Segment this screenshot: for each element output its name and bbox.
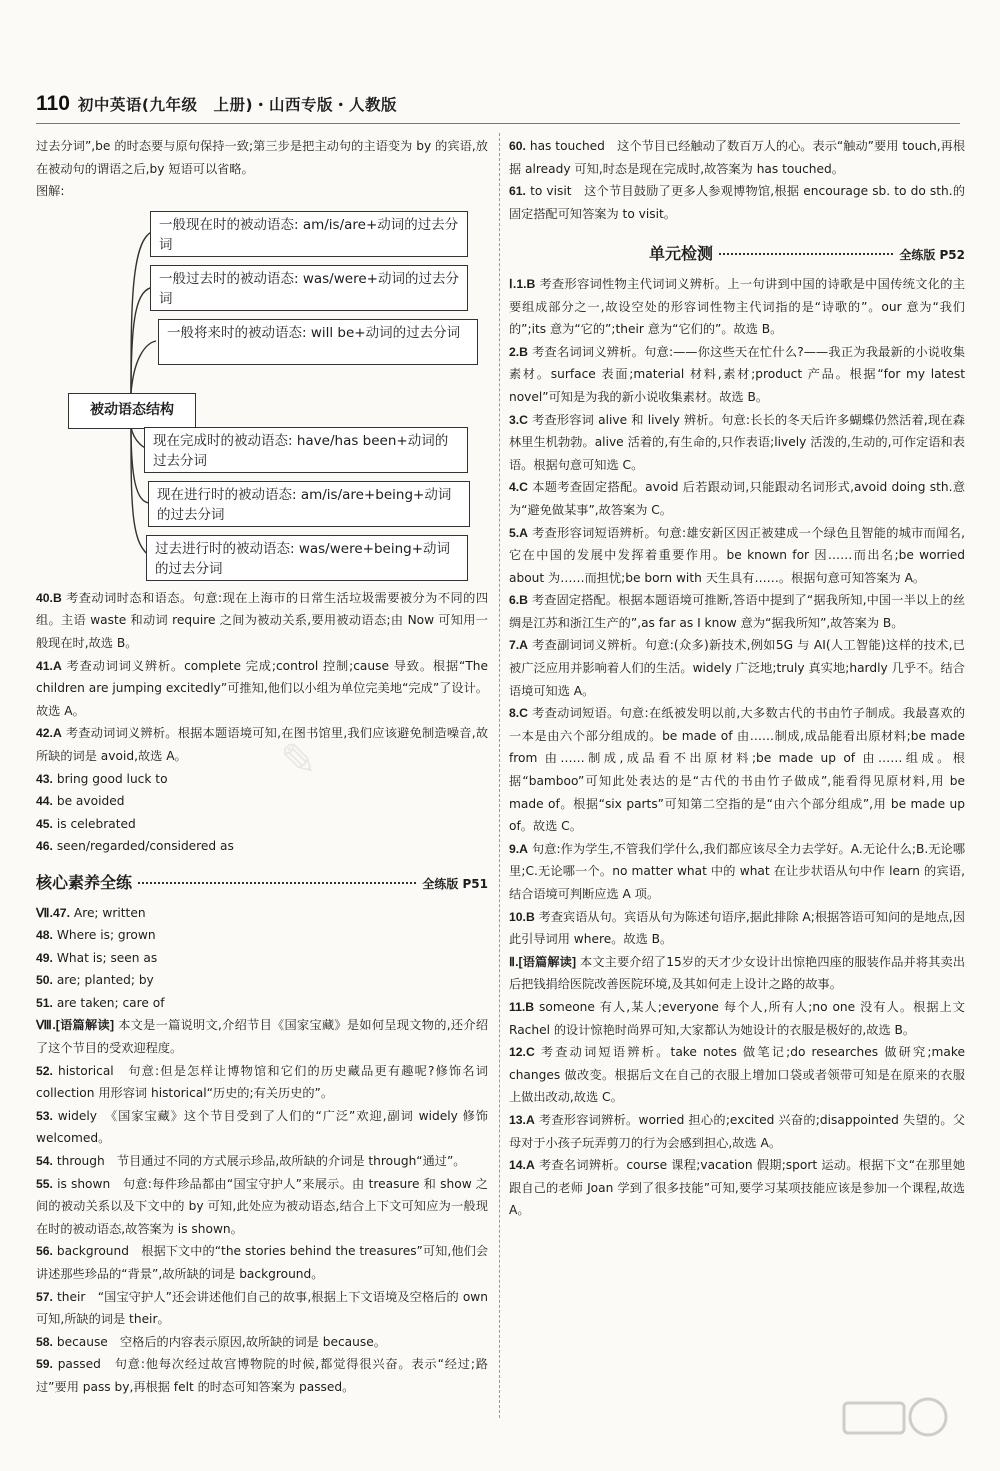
answer-item <box>509 951 965 996</box>
answer-number: 10.B <box>509 909 535 924</box>
section-ref: 全练版 P52 <box>899 248 965 263</box>
answer-text: 考查形容词辨析。worried 担心的;excited 兴奋的;disappointed 失望的。父母对于小孩子玩弄剪刀的行为会感到担心,故选 A。 <box>509 1112 966 1150</box>
answer-number: Ⅷ.[语篇解读] <box>36 1018 115 1033</box>
answer-item <box>36 1060 488 1105</box>
answer-item <box>509 476 965 521</box>
answer-item <box>36 947 488 970</box>
section-dots <box>719 253 893 255</box>
answer-number: 49. <box>36 950 53 965</box>
answer-number: 60. <box>509 139 526 153</box>
section-title: 单元检测 <box>649 244 714 264</box>
answer-number: 53. <box>36 1108 53 1123</box>
answer-number: 8.C <box>509 706 528 721</box>
answer-text: background 根据下文中的“the stories behind the treasures”可知,他们会讲述那些珍品的“背景”,故所缺的词是 background。 <box>36 1244 489 1281</box>
answer-text: 考查动词短语辨析。take notes 做笔记;do researches 做研究;make changes 做改变。根据后文在自己的衣服上增加口袋或者领带可知是在原来的衣服上做出改动,故选 C。 <box>509 1045 965 1105</box>
left-column <box>36 135 488 1399</box>
answer-text: is shown 句意:每件珍品都由“国宝守护人”来展示。由 treasure 和 show 之间的被动关系以及下文中的 by 可知,此处应为被动语态,结合上下文可知应为一般现在时的被动语态,故答案为 is shown。 <box>36 1176 488 1236</box>
answer-number: 4.C <box>509 480 528 495</box>
answer-text: 考查动词词义辨析。根据本题语境可知,在图书馆里,我们应该避免制造噪音,故所缺的词是 avoid,故选 A。 <box>36 726 489 763</box>
answer-item <box>36 1353 488 1398</box>
answer-item <box>509 135 965 180</box>
answer-item <box>509 906 965 951</box>
answer-item <box>36 969 488 992</box>
answer-number: 50. <box>36 973 53 988</box>
answer-number: 3.C <box>509 412 528 427</box>
answer-text: are taken; care of <box>56 995 165 1010</box>
answer-text: through 节目通过不同的方式展示珍品,故所缺的介词是 through“通过”。 <box>56 1154 466 1169</box>
section-heading-core <box>36 872 488 896</box>
answer-number: 7.A <box>509 638 528 653</box>
answer-text: 考查名词词义辨析。句意:——你这些天在忙什么?——我正为我最新的小说收集素材。surface 表面;material 材料,素材;product 产品。根据“for my latest novel”可知是为我的新小说收集素材。故选 B。 <box>509 344 966 404</box>
answer-number: 54. <box>36 1154 53 1169</box>
diagram-label: 图解: <box>36 184 65 199</box>
answer-text: is celebrated <box>56 816 136 831</box>
answer-number: 59. <box>36 1357 53 1372</box>
answer-text: 考查动词词义辨析。complete 完成;control 控制;cause 导致。根据“The children are jumping excitedly”可推知,他们以小组为单位完美地“完成”了设计。故选 A。 <box>36 658 488 718</box>
diagram-root: 被动语态结构 <box>68 393 196 429</box>
right-answer-list-a <box>509 135 965 225</box>
answer-item <box>509 996 965 1041</box>
section-title: 核心素养全练 <box>36 872 133 892</box>
answer-text: are; planted; by <box>56 973 154 988</box>
answer-text: 考查名词辨析。course 课程;vacation 假期;sport 运动。根据下文“在那里她跟自己的老师 Joan 学到了很多技能”可知,要学习某项技能应该是参加一个课程,故选 A。 <box>509 1158 966 1218</box>
answer-item <box>36 790 488 813</box>
answer-text: 本题考查固定搭配。avoid 后若跟动词,只能跟动名词形式,avoid doing sth.意为“避免做某事”,故答案为 C。 <box>509 480 966 517</box>
section-dots <box>138 882 416 884</box>
answer-number: 9.A <box>509 841 528 856</box>
answer-item <box>36 1173 488 1241</box>
page-header <box>36 92 397 122</box>
answer-number: 45. <box>36 816 53 831</box>
intro-paragraph: 过去分词”,be 的时态要与原句保持一致;第三步是把主动句的主语变为 by 的宾语,放在被动句的谓语之后,by 短语可以省略。 <box>36 139 488 176</box>
corner-stamp-logo <box>838 1395 958 1449</box>
right-answer-list-b <box>509 273 965 1222</box>
answer-text: seen/regarded/considered as <box>56 839 234 854</box>
answer-number: 2.B <box>509 344 528 359</box>
branch-past-continuous: 过去进行时的被动语态: was/were+being+动词的过去分词 <box>146 535 468 581</box>
column-divider <box>499 133 500 1418</box>
answer-text: 本文是一篇说明文,介绍节目《国家宝藏》是如何呈现文物的,还介绍了这个节目的受欢迎程度。 <box>36 1018 489 1056</box>
answer-item <box>36 1105 488 1150</box>
answer-text: someone 有人,某人;everyone 每个人,所有人;no one 没有人。根据上文 Rachel 的设计惊艳时尚界可知,大家都认为她设计的衣服是极好的,故选 B。 <box>509 999 965 1037</box>
answer-number: 13.A <box>509 1112 535 1127</box>
answer-item <box>36 768 488 791</box>
passive-voice-diagram <box>36 207 488 577</box>
answer-item <box>36 655 488 723</box>
answer-text: has touched 这个节目已经触动了数百万人的心。表示“触动”要用 touch,再根据 already 可知,时态是现在完成时,故答案为 has touched。 <box>509 139 966 176</box>
answer-text: 考查动词时态和语态。句意:现在上海市的日常生活垃圾需要被分为不同的四组。主语 waste 和动词 require 之间为被动关系,要用被动语态;由 Now 可知用一般现在时,故选 B。 <box>36 590 489 650</box>
answer-text: be avoided <box>56 794 125 809</box>
answer-number: Ⅱ.[语篇解读] <box>509 954 577 969</box>
answer-item <box>509 522 965 590</box>
answer-item <box>36 1331 488 1354</box>
answer-item <box>36 924 488 947</box>
answer-number: 11.B <box>509 999 535 1014</box>
answer-item <box>36 722 488 767</box>
answer-item <box>36 587 488 655</box>
page-number: 110 <box>36 92 70 115</box>
branch-simple-past: 一般过去时的被动语态: was/were+动词的过去分词 <box>150 265 468 311</box>
answer-text: bring good luck to <box>56 771 168 786</box>
answer-text: 句意:作为学生,不管我们学什么,我们都应该尽全力去学好。A.无论什么;B.无论哪里;C.无论哪一个。no matter what 中的 what 在让步状语从句中作 learn 的宾语,结合语境可判断应选 A 项。 <box>509 841 966 901</box>
left-answer-list-a <box>36 587 488 858</box>
answer-text: historical 句意:但是怎样让博物馆和它们的历史藏品更有趣呢?修饰名词 collection 用形容词 historical“历史的;有关历史的”。 <box>36 1063 488 1101</box>
answer-item <box>36 1150 488 1173</box>
answer-number: 14.A <box>509 1158 535 1173</box>
answer-item <box>509 702 965 838</box>
answer-number: 12.C <box>509 1045 535 1060</box>
answer-item <box>36 1286 488 1331</box>
answer-text: Are; written <box>73 905 146 920</box>
answer-text: 考查形容词 alive 和 lively 辨析。句意:长长的冬天后许多蝴蝶仍然活着,现在森林里生机勃勃。alive 活着的,有生命的,只作表语;lively 活泼的,生动的,可作定语和表语。根据句意可知选 C。 <box>509 412 965 472</box>
header-rule <box>36 123 960 124</box>
answer-number: 43. <box>36 771 53 786</box>
answer-item <box>509 180 965 225</box>
answer-text: 考查形容词短语辨析。句意:雄安新区因正被建成一个绿色且智能的城市而闻名,它在中国的发展中发挥着重要作用。be known for 因……而出名;be worried about 为……而担忧;be born with 天生具有……。根据句意可知答案为 A。 <box>509 525 966 585</box>
answer-number: 5.A <box>509 525 528 540</box>
answer-text: 考查副词词义辨析。句意:(众多)新技术,例如5G 与 AI(人工智能)这样的技术,已被广泛应用并影响着人们的生活。widely 广泛地;truly 真实地;hardly 几乎不。结合语境可知选 A。 <box>509 638 965 698</box>
answer-text: 考查固定搭配。根据本题语境可推断,答语中提到了“据我所知,中国一半以上的丝绸是江苏和浙江生产的”,as far as I know 意为“据我所知”,故答案为 B。 <box>509 593 966 630</box>
answer-item <box>36 1240 488 1285</box>
answer-number: Ⅰ.1.B <box>509 276 536 291</box>
answer-text: because 空格后的内容表示原因,故所缺的词是 because。 <box>56 1334 386 1349</box>
answer-item <box>509 273 965 341</box>
answer-number: 44. <box>36 794 53 809</box>
right-column <box>509 135 965 1222</box>
answer-item <box>36 1014 488 1059</box>
answer-item <box>509 634 965 702</box>
answer-text: 考查宾语从句。宾语从句为陈述句语序,据此排除 A;根据答语可知问的是地点,因此引导词用 where。故选 B。 <box>509 909 965 947</box>
branch-present-perfect: 现在完成时的被动语态: have/has been+动词的过去分词 <box>144 427 468 473</box>
answer-item <box>509 1154 965 1222</box>
left-answer-list-b <box>36 902 488 1399</box>
page-title: 初中英语(九年级 上册)・山西专版・人教版 <box>77 96 398 114</box>
answer-number: 41.A <box>36 658 62 673</box>
answer-number: 6.B <box>509 593 528 608</box>
answer-number: 57. <box>36 1289 53 1304</box>
answer-item <box>509 409 965 477</box>
answer-item <box>36 813 488 836</box>
branch-simple-future: 一般将来时的被动语态: will be+动词的过去分词 <box>158 319 478 365</box>
answer-text: widely 《国家宝藏》这个节目受到了人们的“广泛”欢迎,副词 widely 修饰 welcomed。 <box>36 1108 488 1146</box>
answer-text: their “国宝守护人”还会讲述他们自己的故事,根据上下文语境及空格后的 own 可知,所缺的词是 their。 <box>36 1289 488 1327</box>
watermark: ✎ <box>280 735 327 786</box>
section-ref: 全练版 P51 <box>422 876 488 891</box>
answer-item <box>509 589 965 634</box>
answer-number: 46. <box>36 839 53 854</box>
branch-present-continuous: 现在进行时的被动语态: am/is/are+being+动词的过去分词 <box>148 481 470 527</box>
answer-number: 56. <box>36 1244 53 1259</box>
answer-number: 48. <box>36 928 53 943</box>
answer-item <box>509 1109 965 1154</box>
branch-simple-present: 一般现在时的被动语态: am/is/are+动词的过去分词 <box>150 211 468 257</box>
answer-item <box>36 835 488 858</box>
answer-item <box>36 992 488 1015</box>
answer-text: Where is; grown <box>56 928 156 943</box>
answer-number: 42.A <box>36 726 62 741</box>
answer-number: 61. <box>509 184 526 199</box>
answer-item <box>509 1041 965 1109</box>
answer-number: 58. <box>36 1334 53 1349</box>
answer-text: 考查动词短语。句意:在纸被发明以前,大多数古代的书由竹子制成。我最喜欢的一本是由六个部分组成的。be made of 由……制成,成品能看出原材料;be made from 由……制成,成品看不出原材料;be made up of 由……组成。根据“bamboo”可知此处表达的是“古代的书由竹子做成”,能看得见原材料,用 be made of。根据“six parts”可知第二空指的是“由六个部分组成”,用 be made up of。故选 C。 <box>509 706 966 834</box>
section-heading-unit <box>509 243 965 267</box>
answer-text: What is; seen as <box>56 950 158 965</box>
answer-item <box>509 838 965 906</box>
answer-number: 55. <box>36 1176 53 1191</box>
answer-number: 51. <box>36 995 53 1010</box>
answer-item <box>509 341 965 409</box>
answer-text: 本文主要介绍了15岁的天才少女设计出惊艳四座的服装作品并将其卖出后把钱捐给医院改善医院环境,及其如何走上设计之路的故事。 <box>509 954 966 992</box>
answer-item <box>36 902 488 925</box>
answer-text: to visit 这个节目鼓励了更多人参观博物馆,根据 encourage sb. to do sth.的固定搭配可知答案为 to visit。 <box>509 184 966 221</box>
answer-text: 考查形容词性物主代词词义辨析。上一句讲到中国的诗歌是中国传统文化的主要组成部分之一,故设空处的形容词性物主代词指的是“诗歌的”。our 意为“我们的”;its 意为“它的”;their 意为“它们的”。故选 B。 <box>509 276 966 337</box>
answer-number: Ⅶ.47. <box>36 905 70 920</box>
answer-number: 40.B <box>36 590 62 605</box>
answer-number: 52. <box>36 1063 53 1078</box>
answer-text: passed 句意:他每次经过故宫博物院的时候,都觉得很兴奋。表示“经过;路过”要用 pass by,再根据 felt 的时态可知答案为 passed。 <box>36 1357 488 1394</box>
